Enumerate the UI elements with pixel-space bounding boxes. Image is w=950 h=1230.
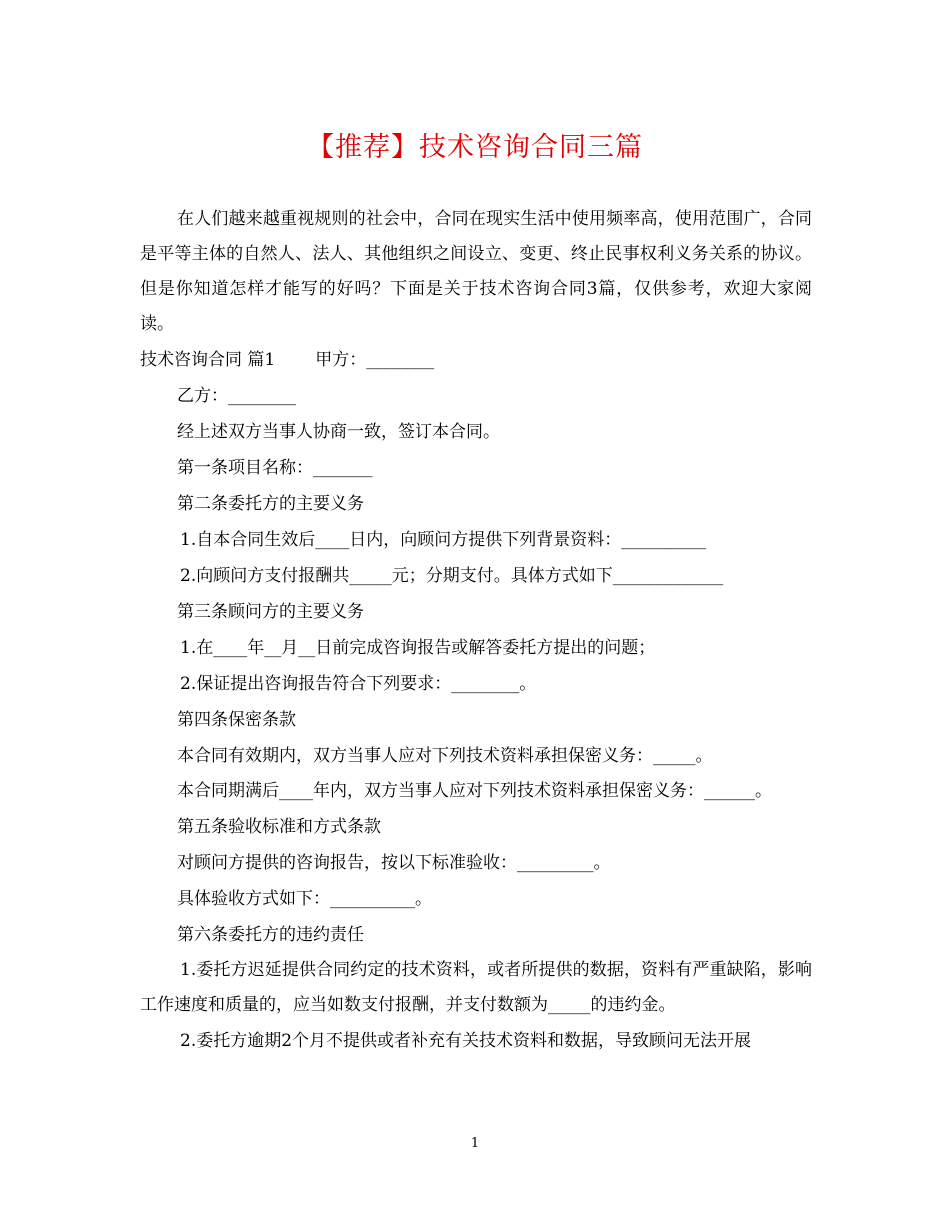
section-heading-line bbox=[140, 342, 812, 378]
article-2-heading: 第二条委托方的主要义务 bbox=[177, 494, 364, 514]
article-4-paragraph-2: 本合同期满后____年内，双方当事人应对下列技术资料承担保密义务：______。 bbox=[177, 781, 772, 801]
document-body bbox=[140, 202, 812, 1059]
article-2-item-2: 2.向顾问方支付报酬共_____元；分期支付。具体方式如下_____________ bbox=[180, 566, 724, 586]
party-a-field: 甲方：________ bbox=[315, 350, 435, 370]
article-1-project-name: 第一条项目名称：_______ bbox=[177, 458, 373, 478]
document-title: 【推荐】技术咨询合同三篇 bbox=[307, 132, 643, 163]
article-4-heading: 第四条保密条款 bbox=[177, 710, 296, 730]
article-3-item-1: 1.在____年__月__日前完成咨询报告或解答委托方提出的问题； bbox=[180, 638, 656, 658]
article-4-paragraph-1: 本合同有效期内，双方当事人应对下列技术资料承担保密义务：_____。 bbox=[177, 746, 713, 766]
article-6-heading: 第六条委托方的违约责任 bbox=[177, 925, 364, 945]
party-b-field: 乙方：________ bbox=[177, 386, 296, 406]
page-number: 1 bbox=[470, 1136, 480, 1151]
article-3-heading: 第三条顾问方的主要义务 bbox=[177, 602, 364, 622]
article-3-item-2: 2.保证提出咨询报告符合下列要求：________。 bbox=[180, 674, 537, 694]
article-5-paragraph-1: 对顾问方提供的咨询报告，按以下标准验收：_________。 bbox=[177, 853, 611, 873]
article-5-heading: 第五条验收标准和方式条款 bbox=[177, 817, 381, 837]
article-6-item-1: 1.委托方迟延提供合同约定的技术资料，或者所提供的数据，资料有严重缺陷，影响工作速度和质量的，应当如数支付报酬，并支付数额为_____的违约金。 bbox=[140, 960, 812, 1015]
article-5-paragraph-2: 具体验收方式如下：__________。 bbox=[177, 889, 432, 909]
article-6-item-2: 2.委托方逾期2个月不提供或者补充有关技术资料和数据，导致顾问无法开展 bbox=[180, 1031, 752, 1051]
section-heading: 技术咨询合同 篇1 bbox=[140, 350, 276, 370]
article-2-item-1: 1.自本合同生效后____日内，向顾问方提供下列背景资料：__________ bbox=[180, 530, 707, 550]
intro-paragraph: 在人们越来越重视规则的社会中，合同在现实生活中使用频率高，使用范围广，合同是平等主体的自然人、法人、其他组织之间设立、变更、终止民事权利义务关系的协议。但是你知道怎样才能写的好吗？下面是关于技术咨询合同3篇，仅供参考，欢迎大家阅读。 bbox=[140, 209, 812, 334]
agreement-statement: 经上述双方当事人协商一致，签订本合同。 bbox=[177, 422, 500, 442]
